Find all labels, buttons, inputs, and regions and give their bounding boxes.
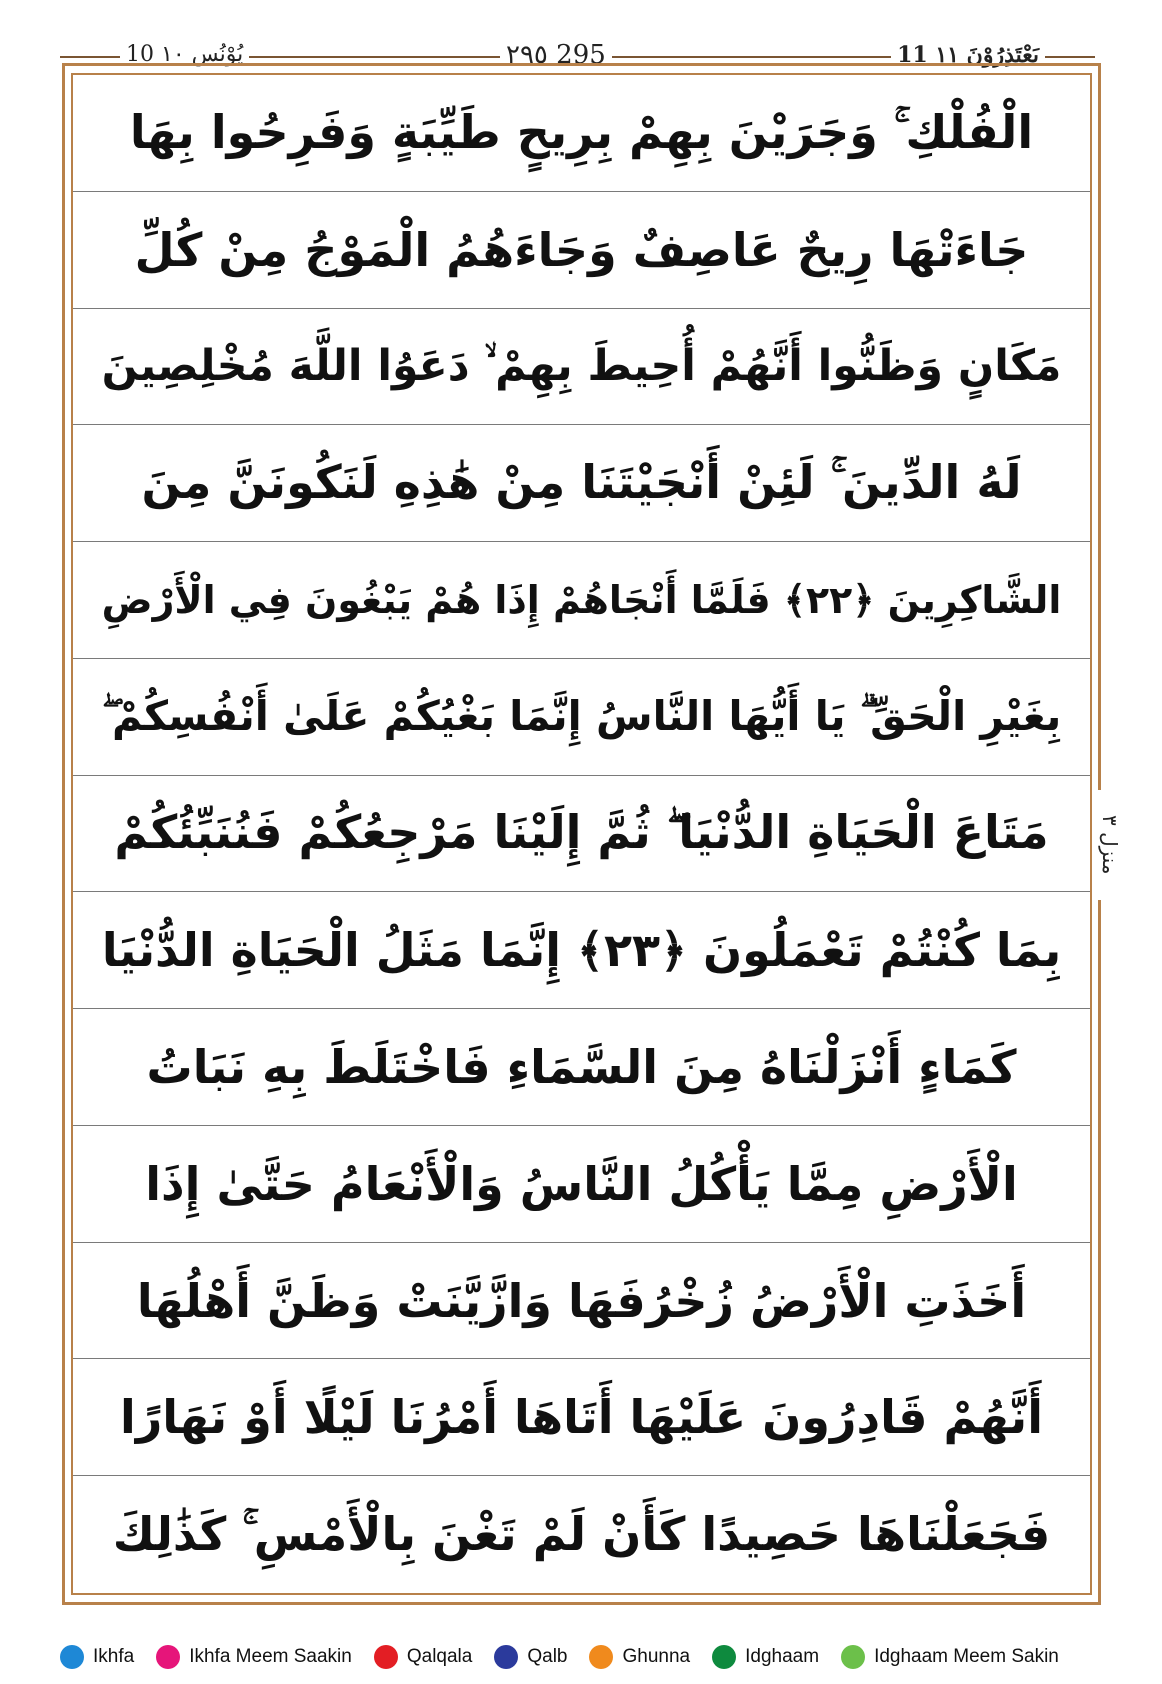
surah-name: 10 یُوْنُس ١٠ xyxy=(120,40,249,70)
ghunna-dot-icon xyxy=(589,1645,613,1669)
legend-item-qalqala xyxy=(374,1645,473,1669)
text-line xyxy=(73,892,1090,1009)
verse-text: لَهُ الدِّينَ ۚ لَئِنْ أَنْجَيْتَنَا مِنْ هَٰذِهِ لَنَكُونَنَّ مِنَ xyxy=(141,455,1022,510)
verse-text: الشَّاكِرِينَ ﴿٢٢﴾ فَلَمَّا أَنْجَاهُمْ إِذَا هُمْ يَبْغُونَ فِي الْأَرْضِ xyxy=(101,577,1062,622)
verse-text: بِمَا كُنْتُمْ تَعْمَلُونَ ﴿٢٣﴾ إِنَّمَا مَثَلُ الْحَيَاةِ الدُّنْيَا xyxy=(101,923,1062,978)
verse-text: جَاءَتْهَا رِيحٌ عَاصِفٌ وَجَاءَهُمُ الْمَوْجُ مِنْ كُلِّ xyxy=(134,222,1029,277)
legend-label: Idghaam xyxy=(745,1646,820,1667)
legend-label: Qalb xyxy=(527,1646,568,1667)
text-line xyxy=(73,1476,1090,1593)
legend-item-idghaam xyxy=(712,1645,819,1669)
verse-text: بِغَيْرِ الْحَقِّ ۗ يَا أَيُّهَا النَّاسُ إِنَّمَا بَغْيُكُمْ عَلَىٰ أَنْفُسِكُمْ ۖ xyxy=(101,692,1062,741)
legend-item-idghaam-meem-sakin xyxy=(841,1645,1059,1669)
idghaam-meem-dot-icon xyxy=(841,1645,865,1669)
legend-item-ghunna xyxy=(589,1645,690,1669)
text-line xyxy=(73,1009,1090,1126)
text-line xyxy=(73,776,1090,893)
legend-label: Idghaam Meem Sakin xyxy=(874,1646,1059,1667)
text-line xyxy=(73,1126,1090,1243)
verse-text: مَتَاعَ الْحَيَاةِ الدُّنْيَا ۖ ثُمَّ إِلَيْنَا مَرْجِعُكُمْ فَنُنَبِّئُكُمْ xyxy=(114,805,1049,860)
text-line xyxy=(73,1359,1090,1476)
verse-text: الْفُلْكِ ۚ وَجَرَيْنَ بِهِمْ بِرِيحٍ طَيِّبَةٍ وَفَرِحُوا بِهَا xyxy=(129,104,1034,159)
qalb-dot-icon xyxy=(494,1645,518,1669)
legend-label: Ghunna xyxy=(622,1646,691,1667)
verse-text: كَمَاءٍ أَنْزَلْنَاهُ مِنَ السَّمَاءِ فَاخْتَلَطَ بِهِ نَبَاتُ xyxy=(146,1040,1017,1094)
text-line xyxy=(73,1243,1090,1360)
text-line xyxy=(73,309,1090,426)
legend-item-qalb xyxy=(494,1645,567,1669)
qalqala-dot-icon xyxy=(374,1645,398,1669)
legend-label: Ikhfa xyxy=(93,1646,135,1667)
verse-text: الْأَرْضِ مِمَّا يَأْكُلُ النَّاسُ وَالْأَنْعَامُ حَتَّىٰ إِذَا xyxy=(145,1156,1018,1211)
tajweed-legend xyxy=(60,1640,1120,1674)
text-line xyxy=(73,75,1090,192)
verse-text: أَخَذَتِ الْأَرْضُ زُخْرُفَهَا وَازَّيَّنَتْ وَظَنَّ أَهْلُهَا xyxy=(136,1273,1027,1328)
ikhfa-dot-icon xyxy=(60,1645,84,1669)
page-number: ٢٩٥ 295 xyxy=(500,40,612,70)
juz-name: 11 یَعْتَذِرُوْنَ ١١ xyxy=(891,40,1045,70)
idghaam-dot-icon xyxy=(712,1645,736,1669)
legend-item-ikhfa xyxy=(60,1645,134,1669)
ikhfa-meem-dot-icon xyxy=(156,1645,180,1669)
verse-text: مَكَانٍ وَظَنُّوا أَنَّهُمْ أُحِيطَ بِهِمْ ۙ دَعَوُا اللَّهَ مُخْلِصِينَ xyxy=(101,341,1062,392)
manzil-marker xyxy=(1096,790,1124,900)
verse-text: فَجَعَلْنَاهَا حَصِيدًا كَأَنْ لَمْ تَغْنَ بِالْأَمْسِ ۚ كَذَٰلِكَ xyxy=(112,1506,1051,1561)
text-line xyxy=(73,659,1090,776)
manzil-label: منزل ٣ xyxy=(1098,815,1122,875)
text-line xyxy=(73,542,1090,659)
verse-text: أَنَّهُمْ قَادِرُونَ عَلَيْهَا أَتَاهَا أَمْرُنَا لَيْلًا أَوْ نَهَارًا xyxy=(120,1390,1043,1445)
legend-label: Ikhfa Meem Saakin xyxy=(189,1646,352,1667)
text-line xyxy=(73,425,1090,542)
quran-text-block xyxy=(73,75,1090,1593)
legend-label: Qalqala xyxy=(406,1646,473,1667)
legend-item-ikhfa-meem-saakin xyxy=(156,1645,352,1669)
text-line xyxy=(73,192,1090,309)
